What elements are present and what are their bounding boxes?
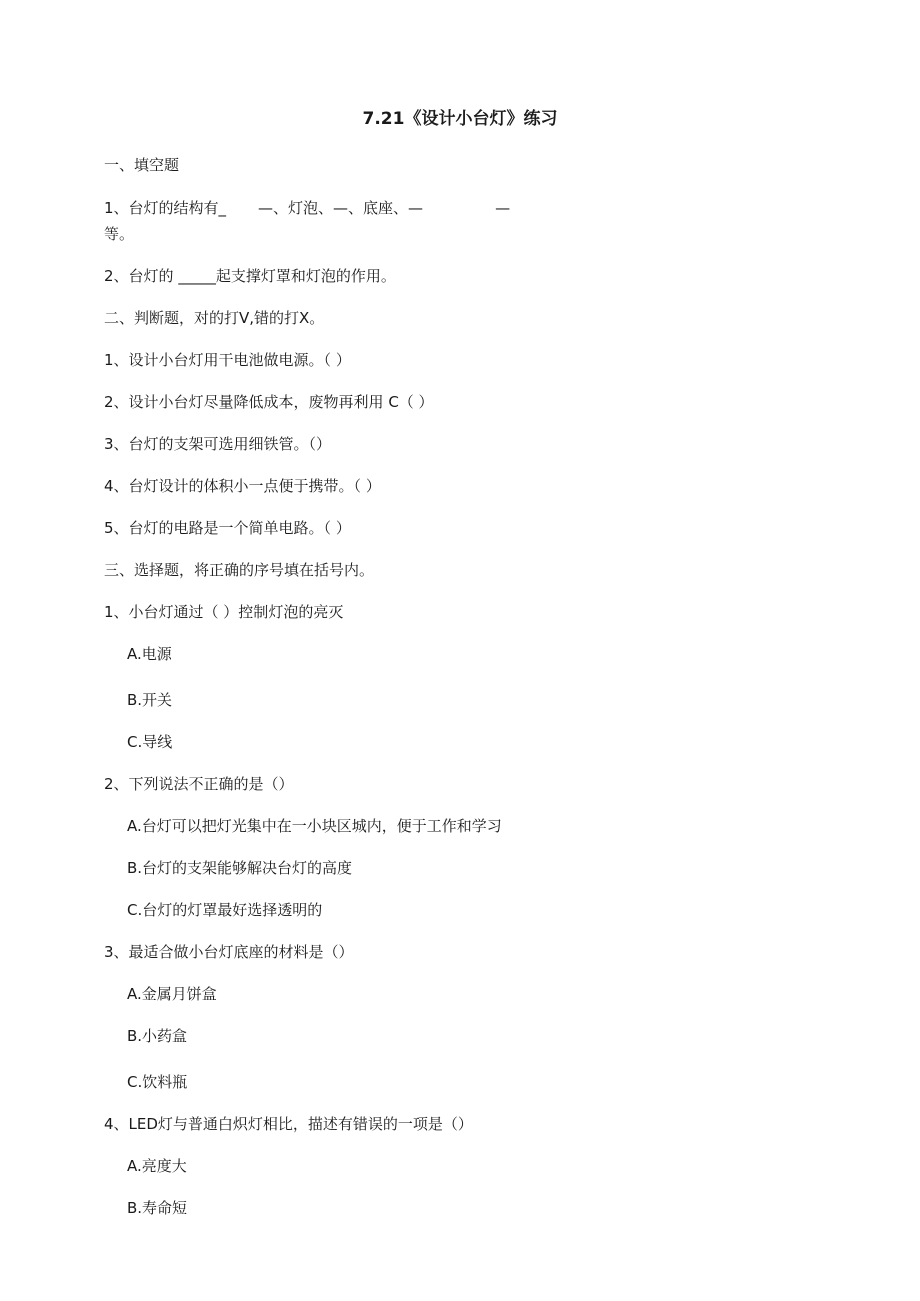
fill-blank-q1-end: 等。 — [104, 225, 135, 243]
choice-question-stem: 4、LED灯与普通白炽灯相比，描述有错误的一项是（） — [104, 1115, 473, 1133]
fill-blank-q1 — [104, 198, 510, 218]
section-2-heading: 二、判断题，对的打V,错的打X。 — [104, 309, 325, 327]
choice-option: A.电源 — [127, 645, 172, 663]
choice-option: A.亮度大 — [127, 1157, 187, 1175]
section-1-heading: 一、填空题 — [104, 156, 180, 174]
choice-option: B.寿命短 — [127, 1199, 188, 1217]
q2-blank: _____ — [178, 267, 216, 285]
judge-item: 4、台灯设计的体积小一点便于携带。（ ） — [104, 477, 381, 495]
choice-question-stem: 3、最适合做小台灯底座的材料是（） — [104, 943, 354, 961]
q1-text-c: — — [495, 199, 511, 217]
choice-option: C.台灯的灯罩最好选择透明的 — [127, 901, 323, 919]
q2-text-b: 起支撑灯罩和灯泡的作用。 — [215, 267, 396, 285]
choice-option: C.导线 — [127, 733, 173, 751]
choice-option: B.开关 — [127, 691, 173, 709]
choice-option: B.台灯的支架能够解决台灯的高度 — [127, 859, 353, 877]
choice-question-stem: 2、下列说法不正确的是（） — [104, 775, 294, 793]
choice-option: B.小药盒 — [127, 1027, 188, 1045]
judge-item: 1、设计小台灯用干电池做电源。（ ） — [104, 351, 351, 369]
choice-option: A.台灯可以把灯光集中在一小块区城内，便于工作和学习 — [127, 817, 502, 835]
judge-item: 5、台灯的电路是一个简单电路。（ ） — [104, 519, 351, 537]
section-3-heading: 三、选择题，将正确的序号填在括号内。 — [104, 561, 375, 579]
page-title: 7.21《设计小台灯》练习 — [362, 109, 558, 129]
q1-text-b: —、灯泡、—、底座、— — [258, 199, 424, 217]
choice-question-stem: 1、小台灯通过（ ）控制灯泡的亮灭 — [104, 603, 344, 621]
judge-item: 2、设计小台灯尽量降低成本，废物再利用 C（ ） — [104, 393, 434, 411]
choice-option: C.饮料瓶 — [127, 1073, 188, 1091]
q2-text-a: 2、台灯的 — [104, 267, 174, 285]
q1-text-a: 1、台灯的结构有_ — [104, 199, 227, 217]
judge-item: 3、台灯的支架可选用细铁管。（） — [104, 435, 332, 453]
choice-option: A.金属月饼盒 — [127, 985, 217, 1003]
fill-blank-q2 — [104, 266, 396, 286]
